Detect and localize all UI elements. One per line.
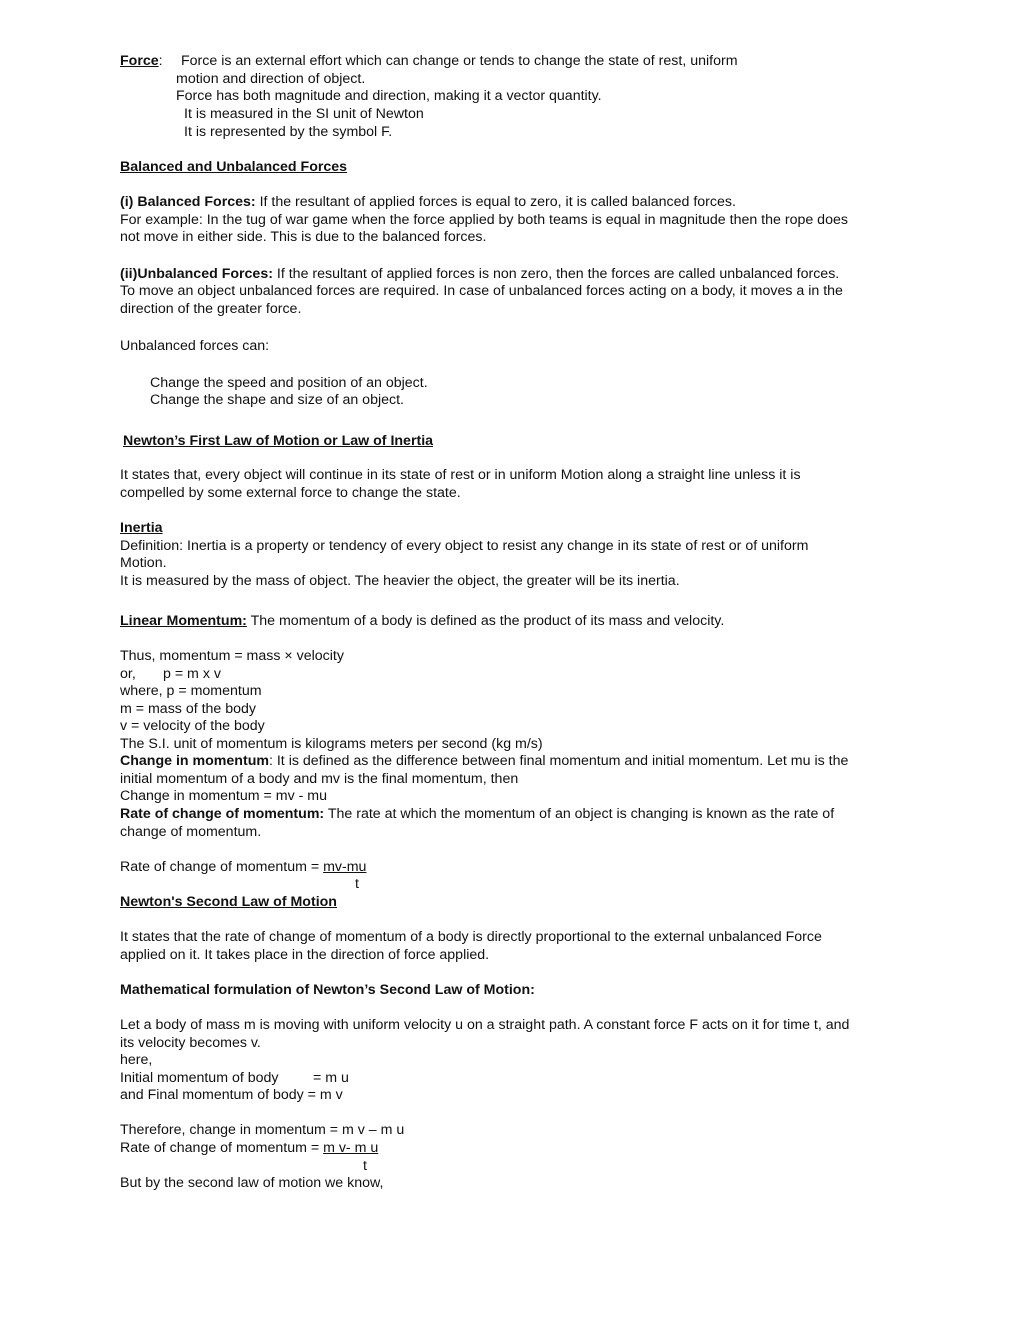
force-def-3: Force has both magnitude and direction, making it a vector quantity.	[176, 88, 602, 104]
change-momentum-equation: Change in momentum = mv - mu	[120, 788, 327, 804]
force-def-5: It is represented by the symbol F.	[184, 124, 393, 140]
math-rate-denominator: t	[363, 1158, 367, 1174]
unbalanced-line-2: To move an object unbalanced forces are required. In case of unbalanced forces acting on a body, it moves a in the	[120, 283, 843, 299]
force-colon: :	[158, 53, 163, 69]
force-term: Force	[120, 53, 159, 69]
momentum-line-6: The S.I. unit of momentum is kilograms meters per second (kg m/s)	[120, 736, 543, 752]
unbalanced-can-item: Change the shape and size of an object.	[150, 392, 404, 408]
balanced-example-2: not move in either side. This is due to the balanced forces.	[120, 229, 487, 245]
rate-momentum-def-1: The rate at which the momentum of an object is changing is known as the rate of	[327, 806, 835, 822]
force-def-2: motion and direction of object.	[176, 71, 366, 87]
momentum-line-4: m = mass of the body	[120, 701, 257, 717]
math-rate-prefix: Rate of change of momentum =	[120, 1140, 324, 1156]
force-def-1: Force is an external effort which can change or tends to change the state of rest, uniform	[181, 53, 738, 69]
unbalanced-can-intro: Unbalanced forces can:	[120, 338, 270, 354]
change-momentum-label: Change in momentum	[120, 753, 269, 769]
rate-momentum-label: Rate of change of momentum:	[120, 806, 325, 822]
math-line-7	[120, 1139, 378, 1157]
balanced-label: (i) Balanced Forces:	[120, 194, 256, 210]
math-line-8: But by the second law of motion we know,	[120, 1175, 384, 1191]
second-law-text-1: It states that the rate of change of momentum of a body is directly proportional to the external unbalanced Force	[120, 929, 822, 945]
rate-equation-numerator: mv-mu	[323, 859, 367, 875]
inertia-heading: Inertia	[120, 520, 163, 536]
momentum-line-2a: or,	[120, 666, 136, 682]
change-momentum-def-1: : It is defined as the difference between final momentum and initial momentum. Let mu is the	[268, 753, 849, 769]
first-law-text-2: compelled by some external force to change the state.	[120, 485, 461, 501]
momentum-line-2b: p = m x v	[163, 666, 221, 682]
momentum-label: Linear Momentum:	[120, 613, 247, 629]
rate-momentum-def-2: change of momentum.	[120, 824, 262, 840]
unbalanced-can-item: Change the speed and position of an object.	[150, 375, 428, 391]
second-law-heading: Newton's Second Law of Motion	[120, 894, 337, 910]
inertia-def-3: It is measured by the mass of object. The heavier the object, the greater will be its inertia.	[120, 573, 680, 589]
momentum-def-line	[120, 612, 724, 630]
rate-equation-denominator: t	[355, 876, 359, 892]
balanced-forces-line	[120, 193, 736, 211]
math-line-3: here,	[120, 1052, 153, 1068]
math-line-4a: Initial momentum of body	[120, 1070, 279, 1086]
change-momentum-line-1	[120, 752, 848, 770]
unbalanced-forces-line	[120, 265, 839, 283]
force-line-1	[120, 52, 163, 70]
momentum-def: The momentum of a body is defined as the product of its mass and velocity.	[250, 613, 725, 629]
math-line-1: Let a body of mass m is moving with uniform velocity u on a straight path. A constant force F acts on it for time t, and	[120, 1017, 850, 1033]
math-line-4b: = m u	[313, 1070, 349, 1086]
rate-momentum-equation	[120, 858, 366, 876]
inertia-def-1: Definition: Inertia is a property or tendency of every object to resist any change in its state of rest or of uniform	[120, 538, 809, 554]
balanced-def: If the resultant of applied forces is equal to zero, it is called balanced forces.	[259, 194, 736, 210]
force-def-4: It is measured in the SI unit of Newton	[184, 106, 424, 122]
inertia-def-2: Motion.	[120, 555, 167, 571]
math-line-2: its velocity becomes v.	[120, 1035, 261, 1051]
math-rate-numerator: m v- m u	[323, 1140, 379, 1156]
balanced-unbalanced-heading: Balanced and Unbalanced Forces	[120, 159, 348, 175]
momentum-line-5: v = velocity of the body	[120, 718, 265, 734]
balanced-example-1: For example: In the tug of war game when the force applied by both teams is equal in magnitude then the rope does	[120, 212, 848, 228]
rate-momentum-line-1	[120, 805, 834, 823]
first-law-heading: Newton’s First Law of Motion or Law of Inertia	[123, 433, 434, 449]
unbalanced-label: (ii)Unbalanced Forces:	[120, 266, 273, 282]
math-line-6: Therefore, change in momentum = m v – m u	[120, 1122, 405, 1138]
math-formulation-heading: Mathematical formulation of Newton’s Second Law of Motion:	[120, 982, 535, 998]
change-momentum-def-2: initial momentum of a body and mv is the final momentum, then	[120, 771, 519, 787]
second-law-text-2: applied on it. It takes place in the direction of force applied.	[120, 947, 490, 963]
first-law-text-1: It states that, every object will continue in its state of rest or in uniform Motion along a straight line unless it is	[120, 467, 801, 483]
momentum-line-3: where, p = momentum	[120, 683, 262, 699]
unbalanced-line-3: direction of the greater force.	[120, 301, 302, 317]
math-line-5: and Final momentum of body = m v	[120, 1087, 343, 1103]
rate-equation-prefix: Rate of change of momentum =	[120, 859, 324, 875]
unbalanced-def: If the resultant of applied forces is non zero, then the forces are called unbalanced forces.	[276, 266, 840, 282]
momentum-line-1: Thus, momentum = mass × velocity	[120, 648, 344, 664]
